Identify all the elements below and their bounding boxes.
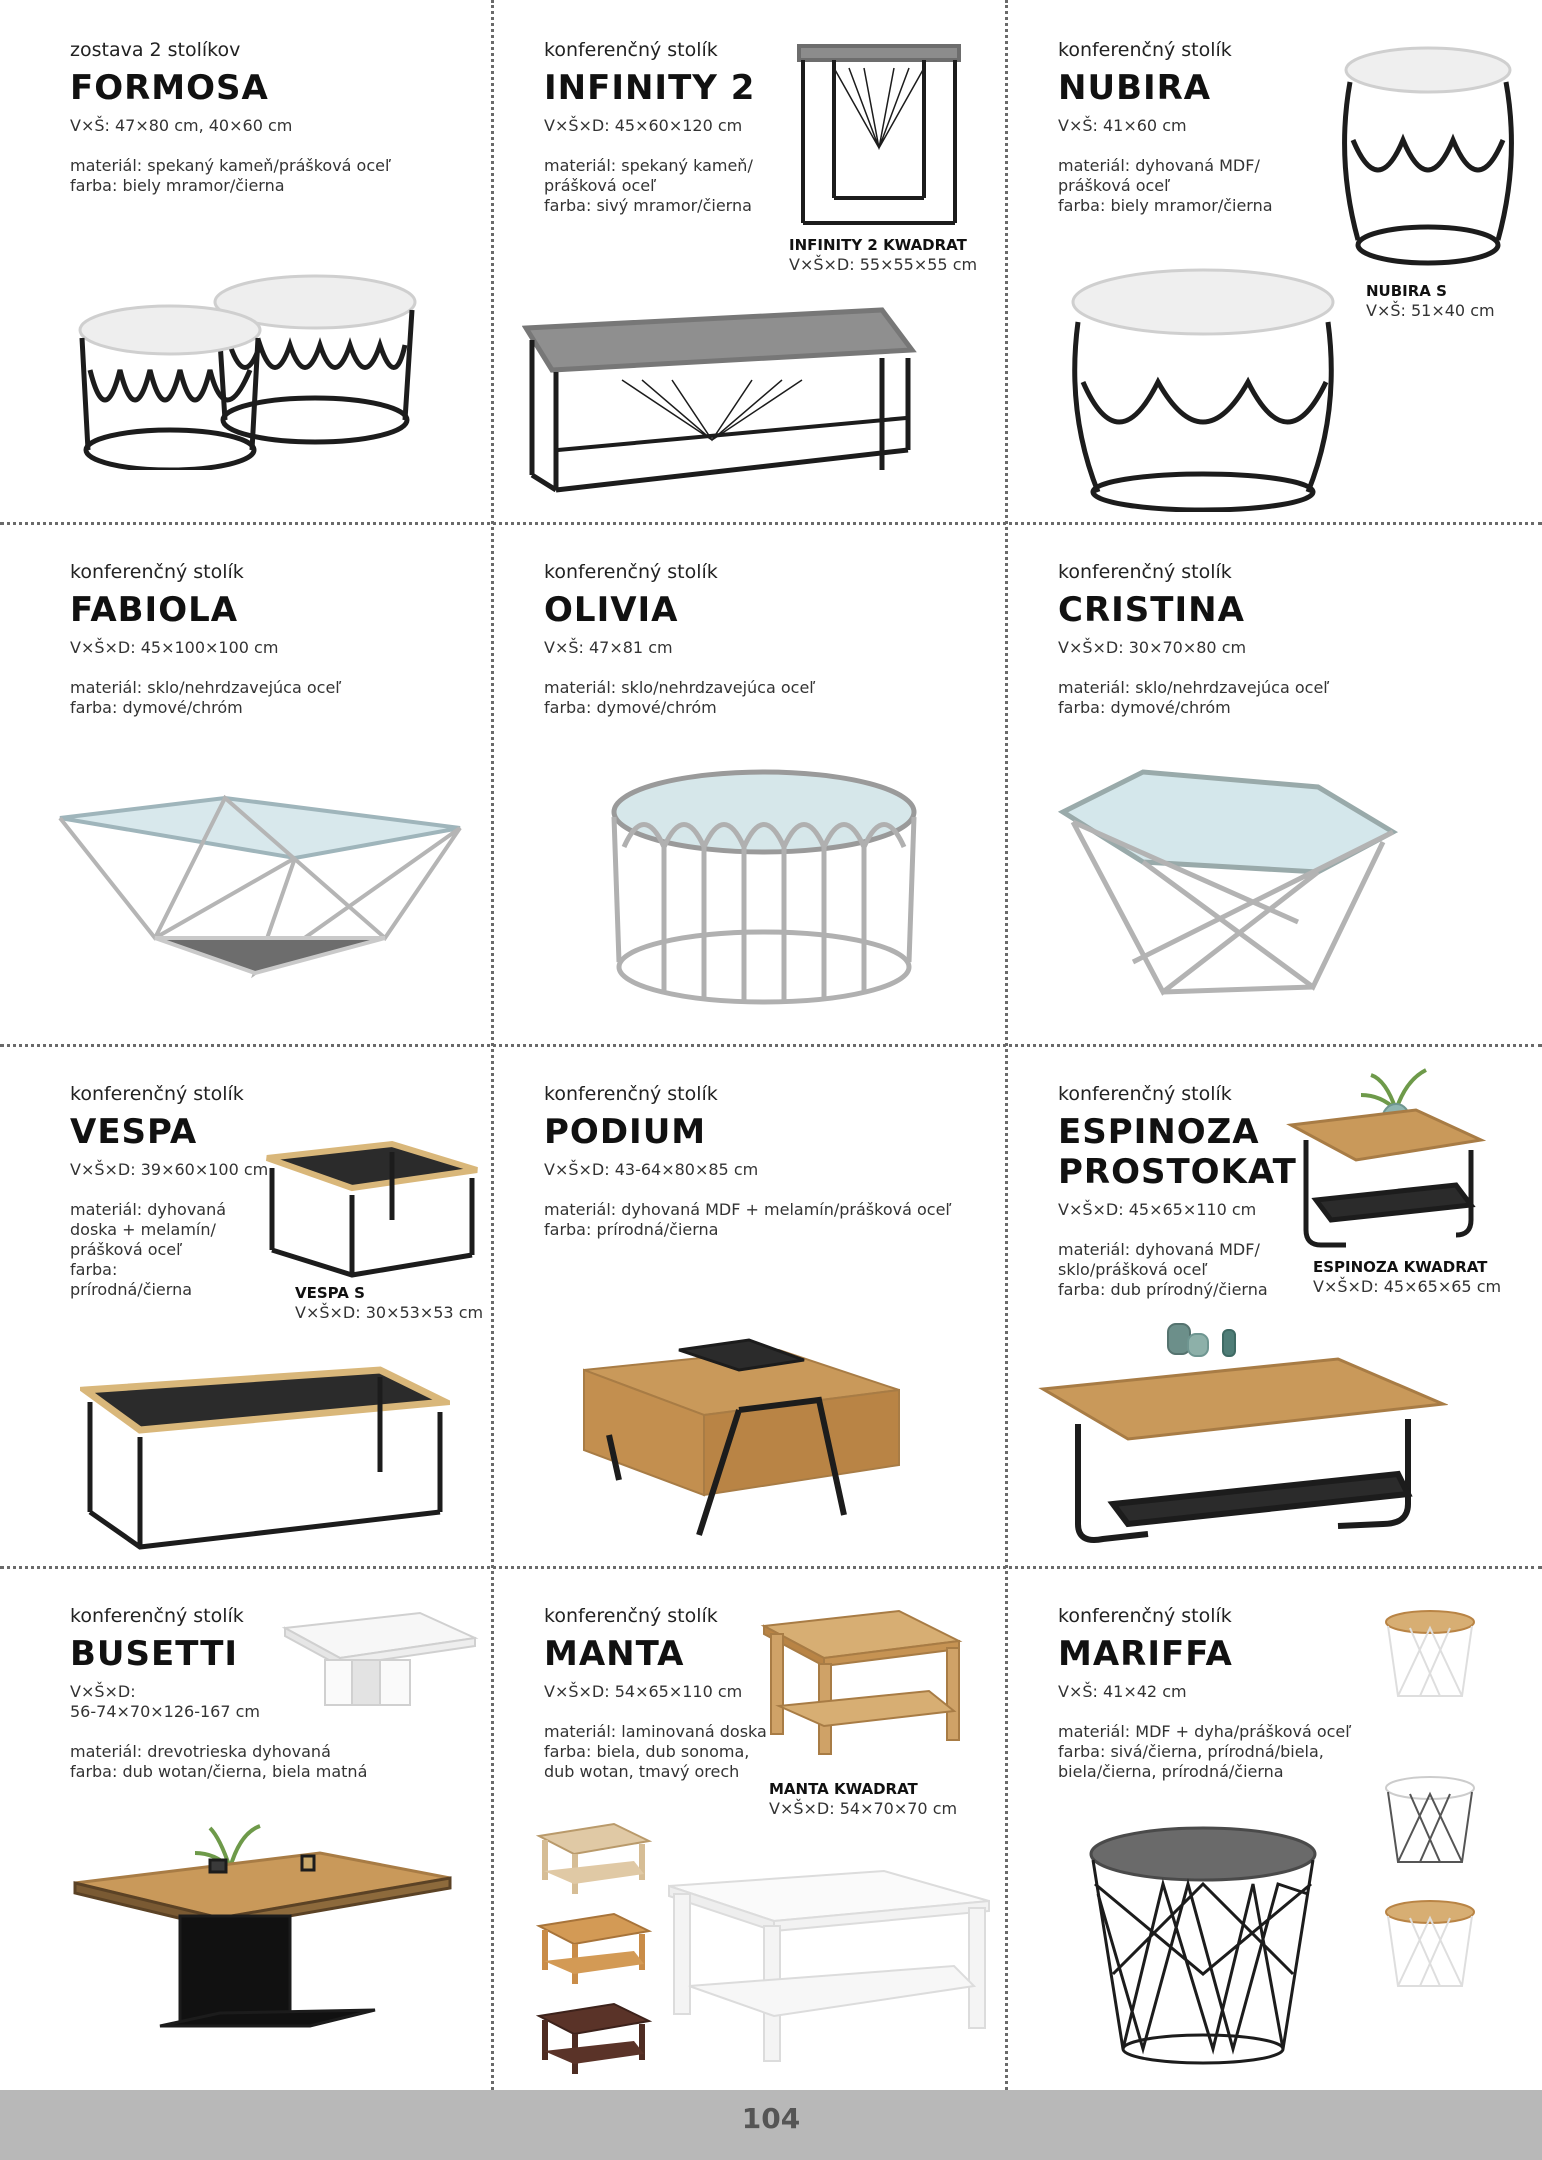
podium-table-image [579,1320,919,1550]
product-description: materiál: laminovaná doska farba: biela, dub sonoma, dub wotan, tmavý orech [544,1722,767,1781]
variant-dimensions: V×Š×D: 55×55×55 cm [789,255,978,274]
product-dimensions: V×Š×D: 54×65×110 cm [544,1682,743,1701]
product-subtitle: konferenčný stolík [544,39,718,61]
variant-info [1313,1258,1501,1297]
product-name: FABIOLA [70,590,239,630]
variant-info [769,1780,957,1819]
product-subtitle: konferenčný stolík [544,1605,718,1627]
busetti-table-image [70,1798,460,2048]
variant-info [295,1284,483,1323]
variant-name: VESPA S [295,1284,365,1302]
product-dimensions: V×Š: 47×80 cm, 40×60 cm [70,116,293,135]
variant-info [1366,282,1495,321]
fabiola-table-image [55,788,465,988]
product-name: MANTA [544,1634,685,1674]
product-dimensions: V×Š: 47×81 cm [544,638,673,657]
product-subtitle: konferenčný stolík [1058,1083,1232,1105]
product-card-olivia [514,522,1028,1044]
product-name: INFINITY 2 [544,68,756,108]
product-description: materiál: spekaný kameň/prášková oceľ farba: biely mramor/čierna [70,156,391,195]
product-name: FORMOSA [70,68,269,108]
product-description: materiál: sklo/nehrdzavejúca oceľ farba: dymové/chróm [544,678,816,717]
nubira-table-image [1058,262,1348,512]
product-subtitle: konferenčný stolík [70,1083,244,1105]
product-name: ESPINOZA PROSTOKAT [1058,1112,1297,1192]
product-description: materiál: drevotrieska dyhovaná farba: dub wotan/čierna, biela matná [70,1742,368,1781]
product-dimensions: V×Š×D: 56-74×70×126-167 cm [70,1682,260,1721]
infinity-2-table-image [522,300,922,500]
product-subtitle: konferenčný stolík [1058,1605,1232,1627]
product-card-fabiola [0,522,514,1044]
product-description: materiál: dyhovaná doska + melamín/ prášková oceľ farba: prírodná/čierna [70,1200,227,1299]
product-card-infinity-2 [514,0,1028,522]
vespa-s-image [262,1140,482,1280]
variant-dimensions: V×Š×D: 54×70×70 cm [769,1799,958,1818]
manta-kwadrat-image [759,1606,969,1756]
variant-dimensions: V×Š×D: 45×65×65 cm [1313,1277,1502,1296]
olivia-table-image [599,762,929,1012]
product-subtitle: konferenčný stolík [70,1605,244,1627]
variant-name: INFINITY 2 KWADRAT [789,236,967,254]
page-number: 104 [741,2102,801,2135]
variant-info [789,236,977,275]
product-name: NUBIRA [1058,68,1212,108]
product-name: VESPA [70,1112,198,1152]
product-dimensions: V×Š×D: 39×60×100 cm [70,1160,269,1179]
product-dimensions: V×Š×D: 43-64×80×85 cm [544,1160,759,1179]
product-subtitle: konferenčný stolík [1058,39,1232,61]
espinoza-kwadrat-image [1286,1060,1486,1270]
variant-dimensions: V×Š: 51×40 cm [1366,301,1495,320]
product-name: OLIVIA [544,590,679,630]
product-subtitle: konferenčný stolík [544,561,718,583]
product-description: materiál: sklo/nehrdzavejúca oceľ farba: dymové/chróm [70,678,342,717]
nubira-s-image [1328,40,1528,270]
product-card-mariffa [1028,1566,1542,2088]
product-description: materiál: MDF + dyha/prášková oceľ farba: sivá/čierna, prírodná/biela, biela/čierna, prírodná/čierna [1058,1722,1352,1781]
manta-color-variants-image [534,1816,664,2076]
product-dimensions: V×Š: 41×42 cm [1058,1682,1187,1701]
product-name: MARIFFA [1058,1634,1233,1674]
variant-name: MANTA KWADRAT [769,1780,918,1798]
vespa-table-image [80,1362,450,1562]
product-subtitle: konferenčný stolík [1058,561,1232,583]
variant-name: ESPINOZA KWADRAT [1313,1258,1488,1276]
product-dimensions: V×Š×D: 45×65×110 cm [1058,1200,1257,1219]
product-card-espinoza [1028,1044,1542,1566]
product-description: materiál: dyhovaná MDF + melamín/prášková oceľ farba: prírodná/čierna [544,1200,952,1239]
product-name: CRISTINA [1058,590,1245,630]
product-dimensions: V×Š: 41×60 cm [1058,116,1187,135]
busetti-white-image [280,1608,480,1718]
product-card-vespa [0,1044,514,1566]
variant-dimensions: V×Š×D: 30×53×53 cm [295,1303,484,1322]
mariffa-variants-image [1380,1606,1480,2016]
product-card-busetti [0,1566,514,2088]
product-dimensions: V×Š×D: 45×100×100 cm [70,638,279,657]
product-description: materiál: sklo/nehrdzavejúca oceľ farba: dymové/chróm [1058,678,1330,717]
formosa-table-image [60,250,450,470]
product-card-manta [514,1566,1028,2088]
product-subtitle: zostava 2 stolíkov [70,39,241,61]
product-name: BUSETTI [70,1634,239,1674]
product-card-nubira [1028,0,1542,522]
product-description: materiál: spekaný kameň/ prášková oceľ farba: sivý mramor/čierna [544,156,753,215]
manta-table-image [664,1866,994,2066]
product-name: PODIUM [544,1112,707,1152]
product-card-cristina [1028,522,1542,1044]
espinoza-prostokat-image [1038,1314,1448,1554]
product-description: materiál: dyhovaná MDF/ prášková oceľ farba: biely mramor/čierna [1058,156,1273,215]
product-card-formosa [0,0,514,522]
product-subtitle: konferenčný stolík [544,1083,718,1105]
product-description: materiál: dyhovaná MDF/ sklo/prášková oceľ farba: dub prírodný/čierna [1058,1240,1268,1299]
product-dimensions: V×Š×D: 30×70×80 cm [1058,638,1247,657]
infinity-2-kwadrat-image [789,38,969,228]
product-card-podium [514,1044,1028,1566]
product-subtitle: konferenčný stolík [70,561,244,583]
product-dimensions: V×Š×D: 45×60×120 cm [544,116,743,135]
mariffa-table-image [1083,1824,1323,2069]
variant-name: NUBIRA S [1366,282,1447,300]
cristina-table-image [1053,762,1403,1012]
